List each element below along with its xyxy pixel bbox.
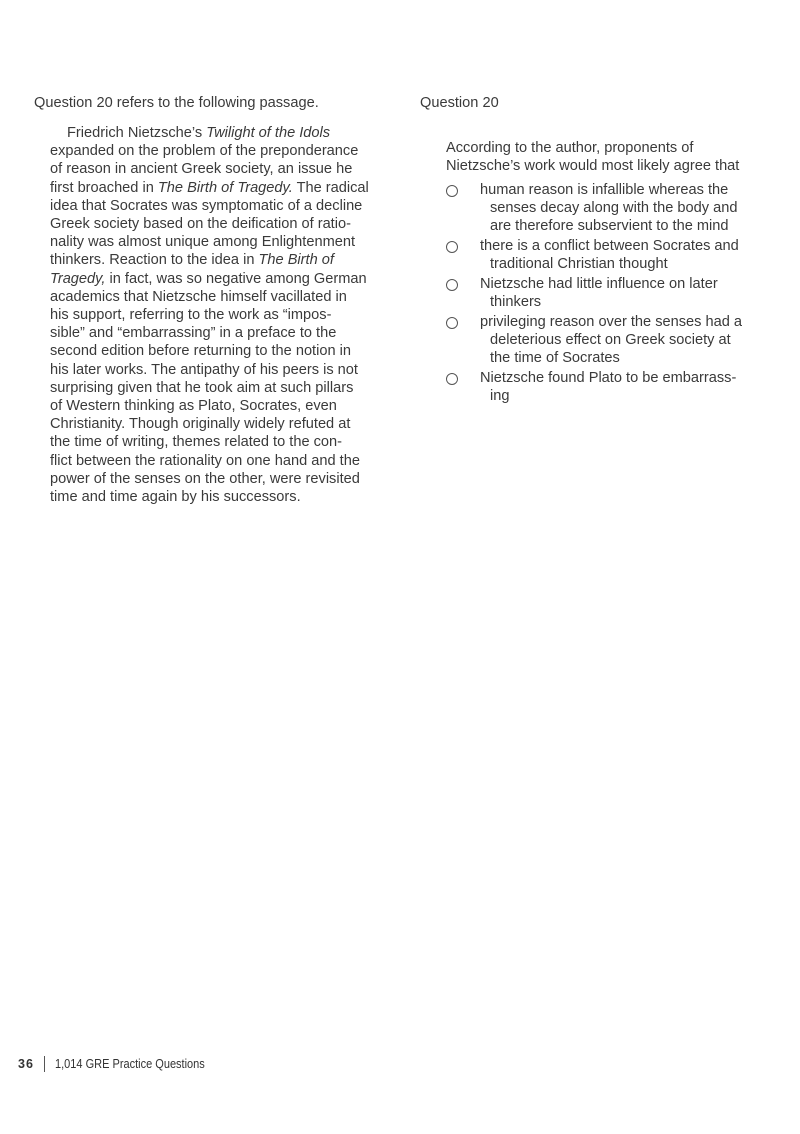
radio-button[interactable] [446, 373, 458, 385]
passage-text-segment: expanded on the problem of the preponderance [50, 143, 359, 160]
passage-line [50, 160, 352, 178]
passage-text-segment: sible” and “embarrassing” in a preface to the [50, 325, 337, 342]
answer-option-text: human reason is infallible whereas the [480, 182, 729, 198]
passage-line [50, 470, 360, 488]
answer-option-text: ing [490, 388, 510, 404]
passage-text-segment: power of the senses on the other, were revisited [50, 470, 360, 487]
passage-text-segment: his later works. The antipathy of his peers is not [50, 361, 358, 378]
answer-option-text: deleterious effect on Greek society at [490, 332, 731, 348]
passage-line [50, 215, 351, 233]
radio-button[interactable] [446, 279, 458, 291]
passage-line [67, 124, 330, 142]
passage-line [50, 342, 351, 360]
answer-option-text: traditional Christian thought [490, 256, 668, 272]
passage-text-segment: academics that Nietzsche himself vacillated in [50, 288, 347, 305]
passage-line [50, 197, 362, 215]
italic-title: Twilight of the Idols [206, 125, 331, 141]
passage-line [50, 142, 358, 160]
passage-line [50, 415, 350, 433]
passage-text-segment: Christianity. Though originally widely refuted at [50, 416, 351, 433]
passage-text-segment: of reason in ancient Greek society, an issue he [50, 161, 353, 178]
passage-line [50, 324, 336, 342]
answer-option-text: the time of Socrates [490, 350, 620, 366]
passage-text-segment: thinkers. Reaction to the idea in [50, 252, 259, 269]
passage-text-segment: surprising given that he took aim at such pillars [50, 379, 354, 396]
answer-option-text: Nietzsche found Plato to be embarrass- [480, 370, 737, 386]
passage-text-segment: The radical [292, 179, 369, 196]
italic-title: The Birth of Tragedy. [157, 179, 293, 196]
answer-option-text: privileging reason over the senses had a [480, 314, 743, 330]
passage-text-segment: in fact, was so negative among German [105, 270, 367, 287]
passage-text-segment: Greek society based on the deification of ratio- [50, 216, 351, 232]
answer-option-text: there is a conflict between Socrates and [480, 238, 739, 254]
passage-intro: Question 20 refers to the following passage. [34, 95, 319, 111]
footer-divider [44, 1056, 45, 1072]
passage-text-segment: nality was almost unique among Enlightenment [50, 234, 356, 251]
passage-line [50, 452, 360, 470]
passage-line [50, 251, 334, 269]
radio-button[interactable] [446, 317, 458, 329]
page-footer [18, 1056, 225, 1072]
page-number: 36 [18, 1057, 34, 1071]
answer-option-text: are therefore subservient to the mind [490, 218, 729, 234]
answer-option-text: thinkers [490, 294, 542, 310]
passage-text-segment: second edition before returning to the notion in [50, 343, 352, 360]
passage-text-segment: Friedrich Nietzsche’s [67, 125, 207, 141]
passage-line [50, 270, 367, 288]
passage-line [50, 306, 331, 324]
radio-button[interactable] [446, 185, 458, 197]
question-stem-line: According to the author, proponents of [446, 140, 694, 156]
passage-text-segment: his support, referring to the work as “impos- [50, 307, 332, 323]
question-heading: Question 20 [420, 95, 499, 111]
passage-text-segment: first broached in [50, 179, 158, 196]
answer-option-text: Nietzsche had little influence on later [480, 276, 718, 292]
passage-text-segment: of Western thinking as Plato, Socrates, even [50, 398, 337, 414]
passage-line [50, 433, 342, 451]
passage-text-segment: time and time again by his successors. [50, 489, 301, 505]
answer-option-text: senses decay along with the body and [490, 200, 738, 216]
passage-text-segment: the time of writing, themes related to the con- [50, 434, 343, 451]
radio-button[interactable] [446, 241, 458, 253]
passage-line [50, 179, 369, 197]
passage-line [50, 361, 358, 379]
italic-title: The Birth of [258, 252, 334, 269]
passage-line [50, 397, 337, 415]
italic-title: Tragedy, [50, 270, 106, 287]
passage-text-segment: idea that Socrates was symptomatic of a decline [50, 197, 363, 214]
question-stem-line: Nietzsche’s work would most likely agree that [446, 158, 740, 174]
passage-text-segment: flict between the rationality on one hand and the [50, 452, 360, 469]
passage-line [50, 288, 347, 306]
book-title: 1,014 GRE Practice Questions [54, 1057, 205, 1071]
passage-line [50, 488, 301, 506]
passage-line [50, 233, 355, 251]
passage-line [50, 379, 353, 397]
